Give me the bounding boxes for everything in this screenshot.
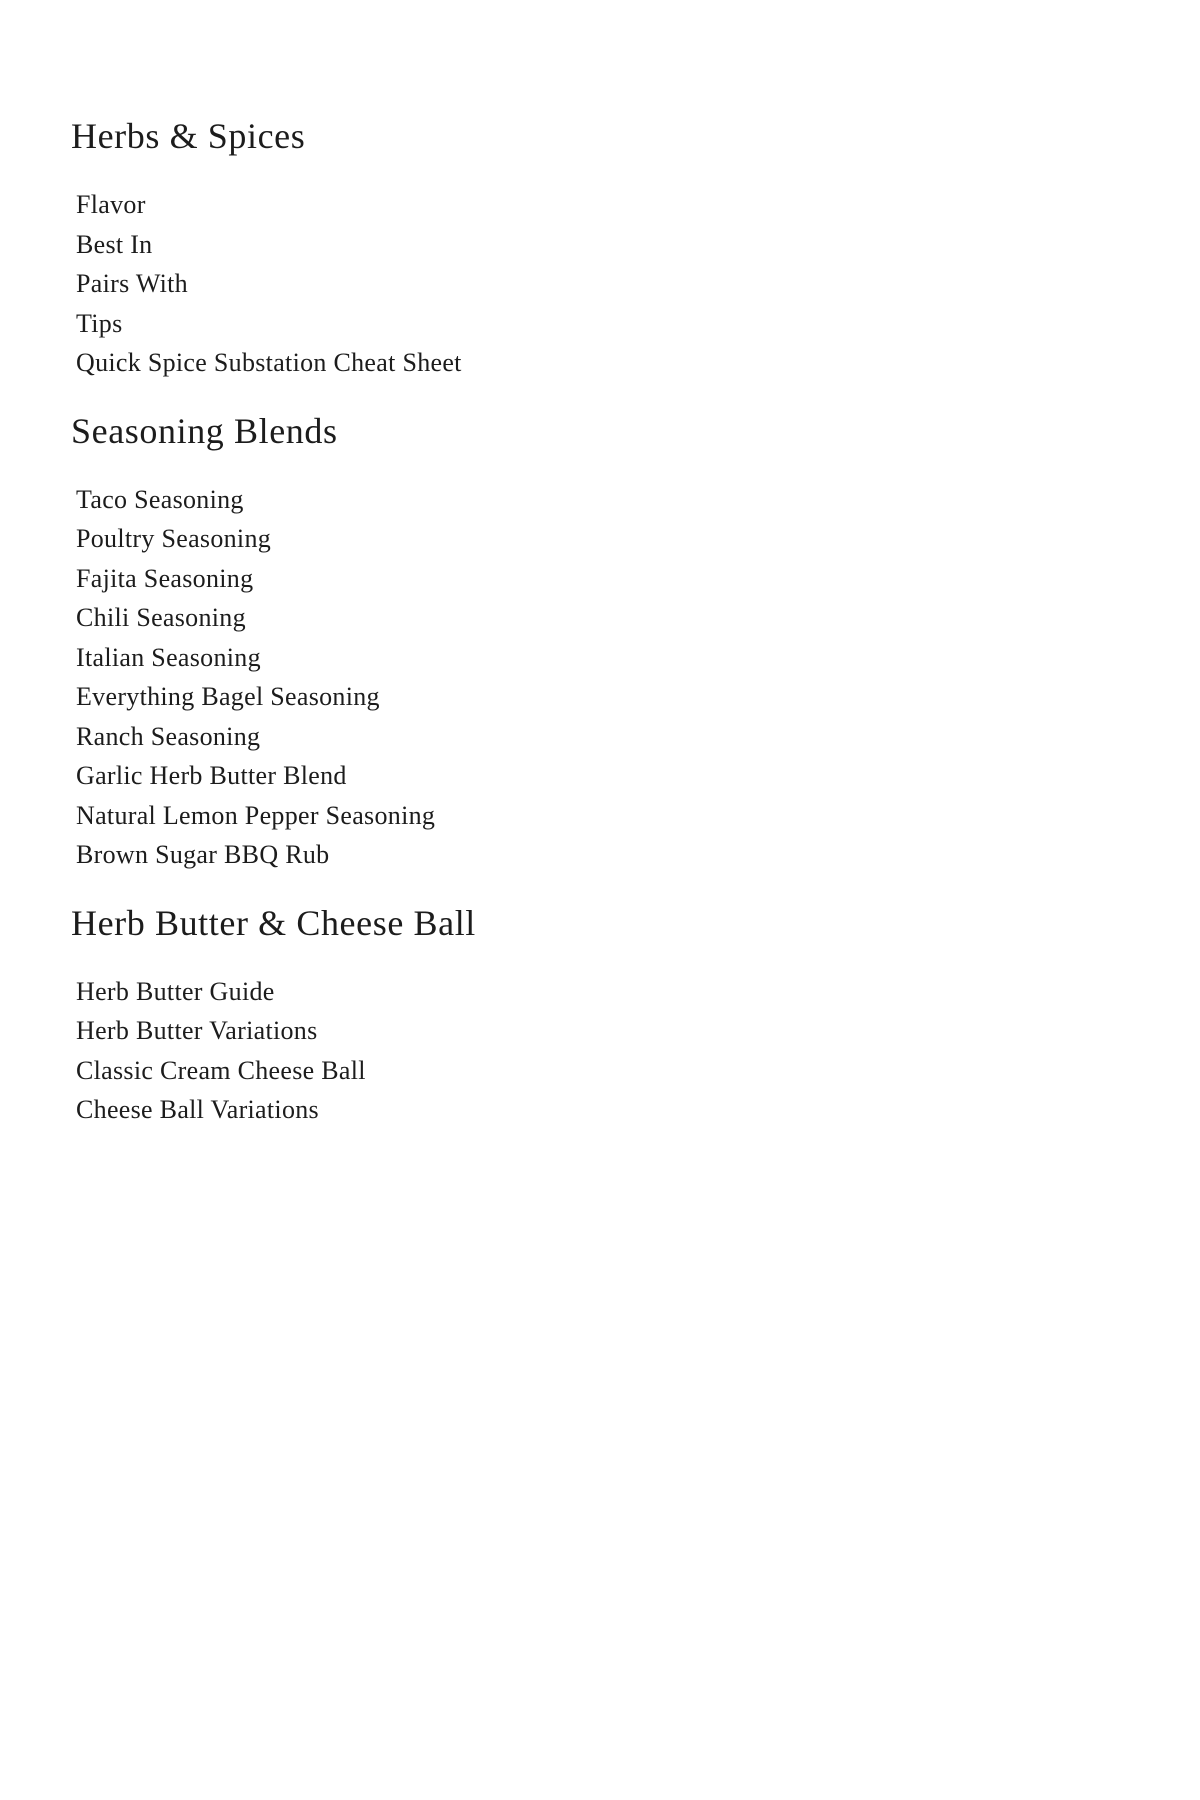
toc-section — [71, 410, 1140, 875]
toc-section — [71, 118, 1140, 383]
toc-entry: Garlic Herb Butter Blend — [76, 761, 347, 790]
section-heading: Herb Butter & Cheese Ball — [71, 902, 476, 943]
toc-entry: Chili Seasoning — [76, 603, 246, 632]
toc-entry: Fajita Seasoning — [76, 563, 254, 593]
section-item-list — [76, 972, 1140, 1130]
toc-entry: Flavor — [76, 190, 146, 219]
toc-entry: Pairs With — [76, 269, 188, 298]
toc-entry: Cheese Ball Variations — [76, 1095, 319, 1124]
toc-entry: Herb Butter Guide — [76, 976, 275, 1006]
toc-entry: Poultry Seasoning — [76, 524, 272, 553]
section-heading: Seasoning Blends — [71, 410, 338, 451]
toc-entry: Herb Butter Variations — [76, 1016, 318, 1045]
toc-entry: Brown Sugar BBQ Rub — [76, 840, 330, 869]
toc-entry: Natural Lemon Pepper Seasoning — [76, 800, 436, 830]
toc-entry: Quick Spice Substation Cheat Sheet — [76, 348, 462, 377]
section-heading: Herbs & Spices — [71, 116, 306, 156]
section-item-list — [76, 480, 1140, 875]
toc-sections-container — [71, 118, 1140, 1130]
toc-entry: Classic Cream Cheese Ball — [76, 1055, 366, 1085]
toc-entry: Tips — [76, 308, 123, 338]
toc-entry: Taco Seasoning — [76, 484, 244, 514]
toc-entry: Italian Seasoning — [76, 642, 261, 672]
toc-entry: Ranch Seasoning — [76, 721, 261, 751]
section-item-list — [76, 185, 1140, 383]
toc-entry: Best In — [76, 229, 153, 259]
toc-section — [71, 902, 1140, 1130]
toc-entry: Everything Bagel Seasoning — [76, 682, 380, 711]
